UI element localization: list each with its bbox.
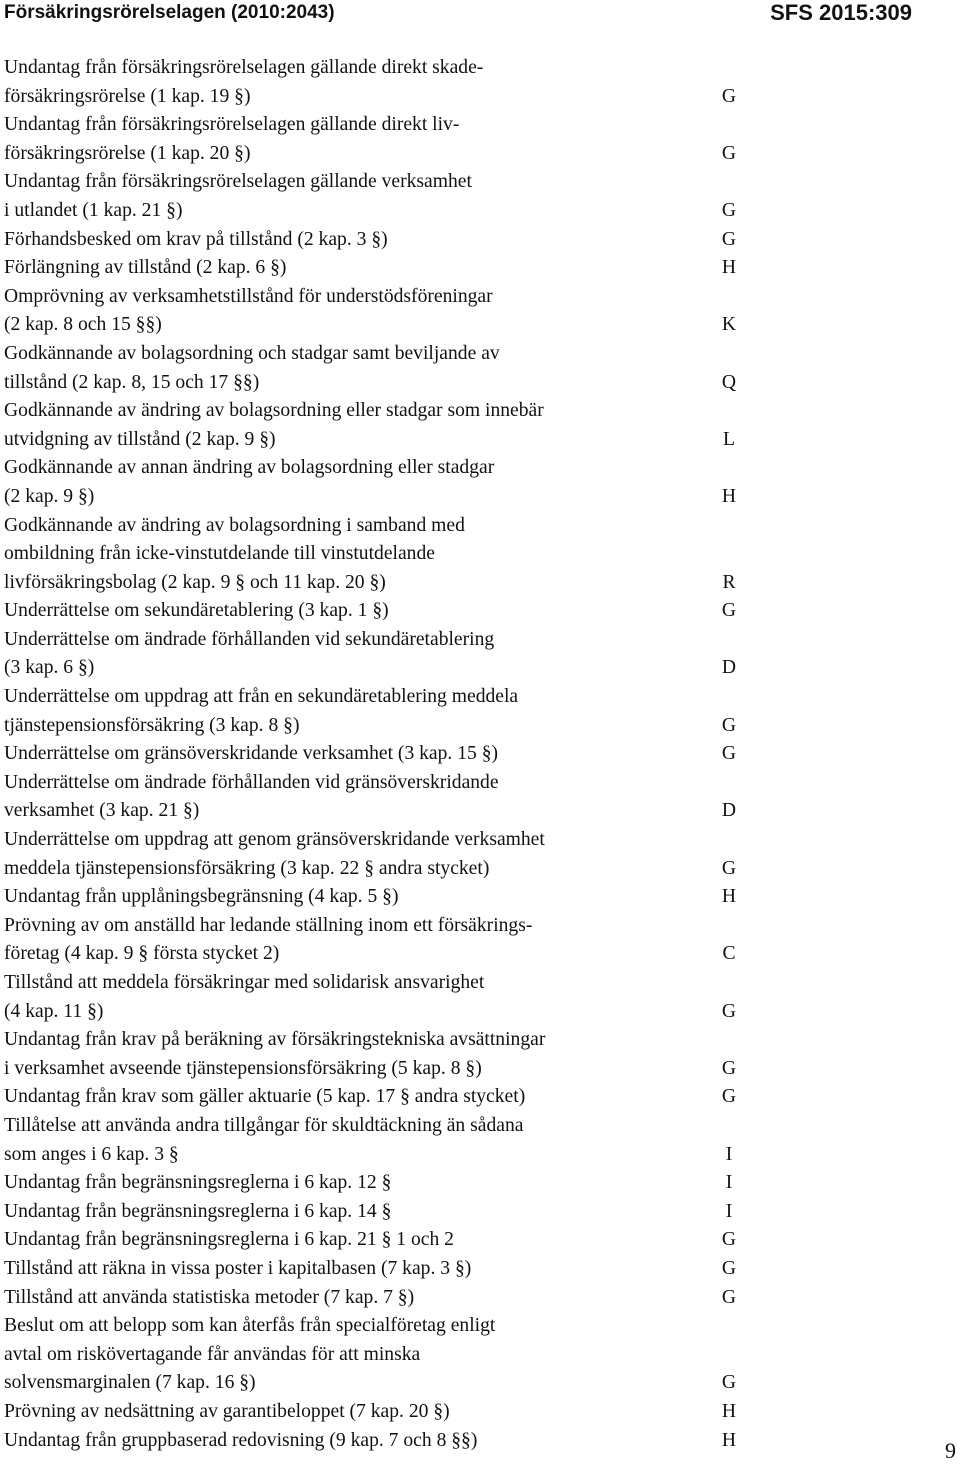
entry-text-line: Undantag från krav som gäller aktuarie (5 kap. 17 § andra stycket) — [4, 1086, 526, 1108]
fee-class-code: G — [721, 714, 737, 736]
fee-class-code: H — [721, 1429, 737, 1451]
entry-text-line: Godkännande av ändring av bolagsordning eller stadgar som innebär — [4, 400, 544, 422]
entry-text-line: (2 kap. 9 §) — [4, 485, 95, 507]
entry-text-line: Undantag från upplåningsbegränsning (4 kap. 5 §) — [4, 886, 399, 908]
entry-text-line: ombildning från icke-vinstutdelande till vinstutdelande — [4, 543, 435, 565]
list-item — [4, 1427, 944, 1456]
entry-text-line: (2 kap. 8 och 15 §§) — [4, 314, 162, 336]
list-item — [4, 283, 944, 340]
list-item — [4, 111, 944, 168]
entry-text-line: (4 kap. 11 §) — [4, 1000, 104, 1022]
fee-class-code: G — [721, 1229, 737, 1251]
page-header — [0, 0, 960, 30]
list-item — [4, 1112, 944, 1169]
fee-class-code: G — [721, 1000, 737, 1022]
list-item — [4, 397, 944, 454]
list-item — [4, 168, 944, 225]
entry-text-line: Godkännande av annan ändring av bolagsordning eller stadgar — [4, 457, 495, 479]
fee-class-code: Q — [721, 371, 737, 393]
fee-class-code: H — [721, 1400, 737, 1422]
fee-class-code: G — [721, 1057, 737, 1079]
entry-text-line: Godkännande av bolagsordning och stadgar samt beviljande av — [4, 342, 500, 364]
fee-class-code: L — [723, 428, 735, 450]
fee-class-code: G — [721, 1286, 737, 1308]
fee-class-code: I — [725, 1200, 733, 1222]
fee-class-code: C — [722, 943, 736, 965]
entry-text-line: livförsäkringsbolag (2 kap. 9 § och 11 kap. 20 §) — [4, 571, 386, 593]
fee-class-code: I — [725, 1143, 733, 1165]
list-item — [4, 1255, 944, 1284]
entry-text-line: Omprövning av verksamhetstillstånd för understödsföreningar — [4, 285, 493, 307]
entry-text-line: i verksamhet avseende tjänstepensionsförsäkring (5 kap. 8 §) — [4, 1057, 482, 1079]
fee-class-code: D — [721, 657, 737, 679]
list-item — [4, 512, 944, 598]
entry-text-line: Förhandsbesked om krav på tillstånd (2 kap. 3 §) — [4, 228, 388, 250]
entry-text-line: Underrättelse om uppdrag att genom gränsöverskridande verksamhet — [4, 829, 545, 851]
entry-text-line: Undantag från försäkringsrörelselagen gällande verksamhet — [4, 171, 472, 193]
law-title: Försäkringsrörelselagen (2010:2043) — [4, 2, 335, 23]
entry-text-line: Förlängning av tillstånd (2 kap. 6 §) — [4, 257, 287, 279]
fee-class-code: I — [725, 1172, 733, 1194]
entry-text-line: Undantag från begränsningsreglerna i 6 kap. 12 § — [4, 1172, 392, 1194]
fee-class-code: G — [721, 199, 737, 221]
entry-text-line: Prövning av om anställd har ledande ställning inom ett försäkrings- — [4, 914, 533, 936]
list-item — [4, 769, 944, 826]
fee-class-code: K — [721, 314, 737, 336]
list-item — [4, 454, 944, 511]
entry-text-line: Undantag från försäkringsrörelselagen gällande direkt skade- — [4, 57, 484, 78]
entry-text-line: Beslut om att belopp som kan återfås från specialföretag enligt — [4, 1315, 496, 1337]
entry-text-line: Undantag från begränsningsreglerna i 6 kap. 21 § 1 och 2 — [4, 1229, 454, 1251]
entry-text-line: avtal om riskövertagande får användas för att minska — [4, 1343, 421, 1365]
entry-text-line: Undantag från begränsningsreglerna i 6 kap. 14 § — [4, 1200, 392, 1222]
entry-text-line: företag (4 kap. 9 § första stycket 2) — [4, 943, 280, 965]
fee-class-code: H — [721, 257, 737, 279]
list-item — [4, 1198, 944, 1227]
entry-text-line: solvensmarginalen (7 kap. 16 §) — [4, 1372, 256, 1394]
fee-class-code: H — [721, 485, 737, 507]
list-item — [4, 254, 944, 283]
fee-class-code: G — [721, 1372, 737, 1394]
entry-text-line: försäkringsrörelse (1 kap. 19 §) — [4, 85, 251, 107]
entry-text-line: utvidgning av tillstånd (2 kap. 9 §) — [4, 428, 276, 450]
entry-text-line: Tillstånd att använda statistiska metoder (7 kap. 7 §) — [4, 1286, 415, 1308]
fee-class-code: G — [721, 743, 737, 765]
entry-text-line: som anges i 6 kap. 3 § — [4, 1143, 179, 1165]
entry-text-line: tillstånd (2 kap. 8, 15 och 17 §§) — [4, 371, 260, 393]
fee-class-code: G — [721, 85, 737, 107]
entry-text-line: Underrättelse om uppdrag att från en sekundäretablering meddela — [4, 686, 519, 708]
entry-text-line: Undantag från gruppbaserad redovisning (9 kap. 7 och 8 §§) — [4, 1429, 478, 1451]
fee-class-code: G — [721, 1086, 737, 1108]
entry-text-line: Tillstånd att meddela försäkringar med solidarisk ansvarighet — [4, 972, 485, 993]
list-item — [4, 883, 944, 912]
entry-text-line: meddela tjänstepensionsförsäkring (3 kap. 22 § andra stycket) — [4, 857, 490, 879]
sfs-number: SFS 2015:309 — [770, 0, 912, 25]
list-item — [4, 1284, 944, 1313]
fee-class-code: G — [721, 600, 737, 622]
list-item — [4, 1226, 944, 1255]
list-item — [4, 1083, 944, 1112]
entry-text-line: Godkännande av ändring av bolagsordning i samband med — [4, 514, 465, 536]
entry-text-line: tjänstepensionsförsäkring (3 kap. 8 §) — [4, 714, 300, 736]
fee-class-code: G — [721, 1257, 737, 1279]
entry-text-line: Underrättelse om sekundäretablering (3 kap. 1 §) — [4, 600, 389, 622]
list-item — [4, 912, 944, 969]
entry-text-line: Underrättelse om ändrade förhållanden vid gränsöverskridande — [4, 771, 499, 793]
entry-text-line: Undantag från krav på beräkning av försäkringstekniska avsättningar — [4, 1029, 546, 1051]
fee-class-code: D — [721, 800, 737, 822]
list-item — [4, 1398, 944, 1427]
list-item — [4, 826, 944, 883]
entry-text-line: i utlandet (1 kap. 21 §) — [4, 199, 183, 221]
list-item — [4, 740, 944, 769]
entry-text-line: Underrättelse om gränsöverskridande verksamhet (3 kap. 15 §) — [4, 743, 499, 765]
entry-text-line: verksamhet (3 kap. 21 §) — [4, 800, 200, 822]
list-item — [4, 1026, 944, 1083]
fee-class-code: G — [721, 228, 737, 250]
entry-text-line: Tillstånd att räkna in vissa poster i kapitalbasen (7 kap. 3 §) — [4, 1257, 472, 1279]
list-item — [4, 969, 944, 1026]
list-item — [4, 340, 944, 397]
list-item — [4, 597, 944, 626]
fee-class-code: G — [721, 857, 737, 879]
entry-text-line: Underrättelse om ändrade förhållanden vid sekundäretablering — [4, 628, 495, 650]
entry-text-line: Tillåtelse att använda andra tillgångar för skuldtäckning än sådana — [4, 1114, 524, 1136]
page-number: 9 — [945, 1438, 956, 1463]
fee-class-code: R — [722, 571, 736, 593]
fee-list — [4, 54, 944, 1455]
fee-class-code: G — [721, 142, 737, 164]
entry-text-line: försäkringsrörelse (1 kap. 20 §) — [4, 142, 251, 164]
entry-text-line: Prövning av nedsättning av garantibeloppet (7 kap. 20 §) — [4, 1400, 450, 1422]
list-item — [4, 1312, 944, 1398]
list-item — [4, 626, 944, 683]
list-item — [4, 226, 944, 255]
list-item — [4, 54, 944, 111]
entry-text-line: (3 kap. 6 §) — [4, 657, 95, 679]
list-item — [4, 1169, 944, 1198]
fee-class-code: H — [721, 886, 737, 908]
entry-text-line: Undantag från försäkringsrörelselagen gällande direkt liv- — [4, 114, 460, 136]
list-item — [4, 683, 944, 740]
